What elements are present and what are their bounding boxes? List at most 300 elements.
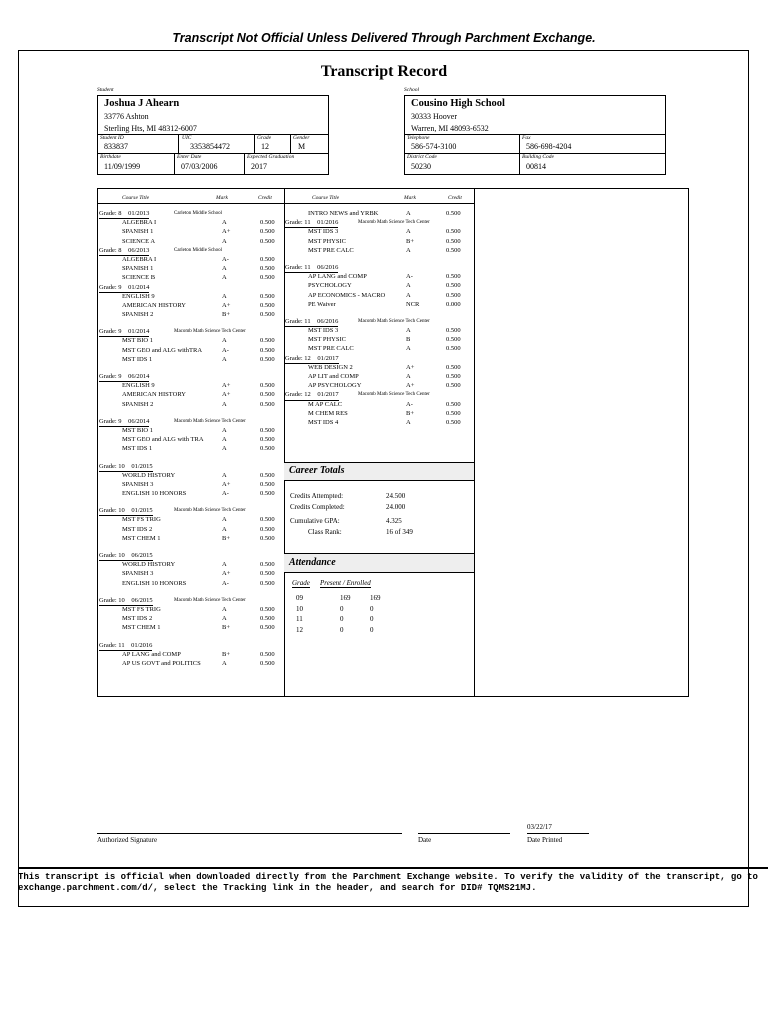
course-mark: B+: [222, 624, 231, 632]
term-grade: Grade: 9: [99, 283, 122, 291]
course-row: [98, 659, 284, 668]
credits-completed: 24.000: [386, 502, 406, 511]
course-credit: 0.500: [260, 255, 275, 263]
course-mark: A: [222, 516, 227, 524]
school-name: Cousino High School: [411, 98, 505, 109]
course-row: [284, 227, 474, 236]
course-credit: 0.500: [260, 382, 275, 390]
term-school: Macomb Math Science Tech Center: [174, 597, 246, 603]
course-row: [98, 426, 284, 435]
left-mark-header: Mark: [216, 195, 228, 201]
date-line: [418, 833, 510, 834]
attendance-enrolled: 0: [370, 615, 374, 623]
row-spacer: [98, 633, 284, 641]
left-course-column: [98, 209, 284, 668]
class-rank: 16 of 349: [386, 527, 413, 536]
student-box: [97, 95, 329, 175]
course-mark: A: [222, 274, 227, 282]
course-row: [98, 534, 284, 543]
course-title: WORLD HISTORY: [122, 471, 176, 479]
course-title: SPANISH 3: [122, 570, 154, 578]
course-credit: 0.500: [260, 228, 275, 236]
course-title: AP LANG and COMP: [308, 273, 367, 281]
course-row: [98, 381, 284, 390]
attendance-heading: Attendance: [289, 557, 336, 568]
course-title: AP LIT and COMP: [308, 373, 359, 380]
term-grade: Grade: 12: [285, 391, 311, 399]
term-date: 06/2016: [317, 317, 339, 325]
school-box: [404, 95, 666, 175]
course-title: SPANISH 1: [122, 228, 154, 236]
date-printed: 03/22/17: [527, 823, 552, 831]
course-title: MST PHYSIC: [308, 336, 346, 344]
course-title: AP US GOVT and POLITICS: [122, 659, 201, 667]
course-row: [284, 272, 474, 281]
course-credit: 0.500: [260, 480, 275, 488]
course-credit: 0.500: [260, 436, 275, 444]
row-spacer: [98, 454, 284, 462]
gpa: 4.325: [386, 517, 402, 525]
term-school: Macomb Math Science Tech Center: [358, 220, 430, 226]
grade-term-header: [98, 327, 284, 336]
course-credit: 0.500: [260, 292, 275, 300]
term-grade: Grade: 9: [99, 417, 122, 425]
course-credit: 0.500: [446, 382, 461, 390]
attendance-enrolled: 0: [370, 604, 374, 613]
course-mark: A: [406, 282, 411, 290]
course-credit: 0.500: [260, 516, 275, 524]
term-date: 01/2013: [128, 210, 150, 217]
course-mark: A+: [222, 480, 231, 488]
course-title: MST CHEM 1: [122, 534, 161, 542]
attendance-grade-header: Grade: [292, 579, 310, 587]
row-spacer: [98, 498, 284, 506]
course-row: [98, 310, 284, 319]
attendance-rows: [290, 594, 470, 636]
course-mark: A-: [222, 579, 229, 587]
course-mark: A: [222, 265, 227, 273]
grade-term-header: [98, 372, 284, 381]
date-label: Date: [418, 836, 432, 844]
course-mark: A: [222, 561, 227, 569]
course-title: ENGLISH 9: [122, 292, 155, 300]
course-credit: 0.500: [260, 426, 275, 434]
course-title: MST IDS 1: [122, 445, 153, 453]
course-row: [284, 344, 474, 353]
telephone: 586-574-3100: [411, 142, 457, 151]
course-row: [98, 444, 284, 453]
course-title: MST FS TRIG: [122, 516, 161, 524]
attendance-pe-header: Present / Enrolled: [320, 579, 371, 587]
term-grade: Grade: 8: [99, 246, 122, 254]
course-mark: A: [222, 436, 227, 444]
attendance-present: 169: [340, 594, 351, 602]
course-mark: B+: [222, 311, 231, 319]
course-mark: A: [222, 605, 227, 613]
date-printed-line: [527, 833, 589, 834]
course-title: MST FS TRIG: [122, 605, 161, 613]
course-row: [98, 614, 284, 623]
grade-term-header: [98, 506, 284, 515]
term-school: Carleton Middle School: [174, 211, 223, 216]
course-mark: NCR: [406, 300, 420, 308]
grade-term-header: [284, 263, 474, 272]
course-credit: 0.500: [260, 650, 275, 658]
official-banner: Transcript Not Official Unless Delivered Through Parchment Exchange.: [172, 31, 596, 45]
course-title: PE Waiver: [308, 300, 336, 308]
grade-term-header: [98, 283, 284, 292]
course-credit: 0.500: [260, 659, 275, 667]
course-row: [284, 372, 474, 381]
course-credit: 0.500: [260, 311, 275, 319]
attendance-enrolled: 169: [370, 594, 381, 602]
row-spacer: [284, 255, 474, 263]
term-grade: Grade: 11: [285, 263, 311, 271]
credits-completed-label: Credits Completed:: [290, 502, 345, 511]
term-school: Macomb Math Science Tech Center: [174, 508, 246, 514]
graduation-label: Expected Graduation: [247, 154, 295, 160]
student-id-label: Student ID: [100, 135, 124, 141]
building-code: 00814: [526, 162, 546, 171]
course-title: ENGLISH 10 HONORS: [122, 579, 187, 587]
course-mark: A-: [222, 490, 229, 498]
term-grade: Grade: 9: [99, 373, 122, 380]
course-mark: B+: [406, 409, 415, 417]
course-mark: A: [222, 426, 227, 434]
course-credit: 0.500: [260, 471, 275, 479]
course-row: [98, 400, 284, 409]
course-credit: 0.500: [446, 291, 461, 299]
course-mark: A: [222, 659, 227, 667]
attendance-present: 0: [340, 615, 344, 623]
course-credit: 0.500: [260, 265, 275, 273]
term-date: 01/2015: [131, 507, 153, 515]
grade-term-header: [98, 209, 284, 218]
course-credit: 0.500: [446, 418, 461, 426]
term-date: 06/2016: [317, 263, 339, 271]
course-title: MST IDS 2: [122, 525, 153, 533]
course-row: [284, 237, 474, 246]
school-section-label: School: [404, 87, 419, 93]
term-date: 01/2014: [128, 328, 150, 336]
course-title: AMERICAN HISTORY: [122, 301, 186, 309]
course-mark: A: [222, 337, 227, 345]
term-grade: Grade: 8: [99, 210, 122, 217]
grade-term-header: [98, 551, 284, 560]
course-mark: A-: [222, 346, 229, 354]
right-credit-header: Credit: [448, 195, 462, 201]
term-school: Macomb Math Science Tech Center: [358, 318, 430, 324]
attendance-row: [290, 615, 470, 626]
course-credit: 0.500: [260, 525, 275, 533]
school-address2: Warren, MI 48093-6532: [411, 124, 489, 133]
course-title: INTRO NEWS and YRBK: [308, 210, 379, 217]
term-date: 01/2015: [131, 462, 153, 470]
course-mark: A: [222, 615, 227, 623]
credits-attempted-label: Credits Attempted:: [290, 492, 344, 500]
career-totals: [290, 491, 470, 537]
course-credit: 0.500: [260, 400, 275, 408]
course-mark: A: [222, 525, 227, 533]
term-grade: Grade: 10: [99, 596, 125, 604]
course-row: [284, 400, 474, 409]
attendance-grade: 10: [296, 604, 303, 613]
student-name: Joshua J Ahearn: [104, 98, 180, 109]
grade-label: Grade: [257, 135, 272, 141]
course-mark: A: [406, 228, 411, 236]
course-row: [98, 264, 284, 273]
course-title: SPANISH 2: [122, 400, 154, 408]
course-credit: 0.500: [446, 373, 461, 380]
course-mark: A+: [406, 363, 415, 371]
attendance-row: [290, 594, 470, 605]
attendance-grade: 12: [296, 625, 303, 634]
course-credit: 0.500: [260, 490, 275, 498]
page-title: Transcript Record: [320, 63, 448, 80]
course-credit: 0.500: [446, 282, 461, 290]
course-mark: A+: [406, 382, 415, 390]
course-credit: 0.500: [260, 391, 275, 399]
term-grade: Grade: 11: [285, 317, 311, 325]
course-row: [98, 489, 284, 498]
course-credit: 0.500: [446, 210, 461, 217]
birthdate-label: Birthdate: [100, 154, 121, 160]
course-title: PSYCHOLOGY: [308, 282, 352, 290]
grade-term-header: [98, 596, 284, 605]
course-title: MST IDS 3: [308, 228, 339, 236]
course-row: [284, 381, 474, 390]
course-credit: 0.500: [446, 363, 461, 371]
term-school: Macomb Math Science Tech Center: [174, 329, 246, 335]
attendance-grade: 11: [296, 615, 303, 623]
course-credit: 0.500: [260, 274, 275, 282]
course-row: [98, 390, 284, 399]
course-row: [98, 301, 284, 310]
graduation: 2017: [251, 162, 267, 171]
course-row: [284, 300, 474, 309]
course-credit: 0.000: [446, 300, 461, 308]
term-date: 06/2015: [131, 596, 153, 604]
course-title: MST BIO 1: [122, 337, 153, 345]
course-row: [98, 560, 284, 569]
grade-term-header: [284, 354, 474, 363]
grade-term-header: [284, 317, 474, 326]
course-row: [98, 336, 284, 345]
course-row: [284, 335, 474, 344]
row-spacer: [98, 588, 284, 596]
enter-date-label: Enter Date: [177, 154, 202, 160]
course-row: [98, 273, 284, 282]
attendance-row: [290, 626, 470, 637]
term-date: 06/2014: [128, 373, 150, 380]
class-rank-label: Class Rank:: [308, 527, 342, 536]
term-date: 01/2017: [317, 391, 339, 399]
course-mark: A+: [222, 228, 231, 236]
row-spacer: [284, 309, 474, 317]
course-credit: 0.500: [446, 273, 461, 281]
student-address1: 33776 Ashton: [104, 112, 149, 121]
term-school: Carleton Middle School: [174, 247, 223, 253]
school-address1: 30333 Hoover: [411, 112, 457, 121]
term-date: 06/2013: [128, 246, 150, 254]
course-credit: 0.500: [260, 561, 275, 569]
row-spacer: [98, 409, 284, 417]
course-mark: A: [222, 219, 227, 227]
course-row: [98, 605, 284, 614]
course-row: [98, 435, 284, 444]
gpa-label: Cumulative GPA:: [290, 517, 340, 525]
course-row: [98, 569, 284, 578]
course-row: [98, 515, 284, 524]
course-mark: A: [406, 418, 411, 426]
building-code-label: Building Code: [522, 154, 554, 160]
fax: 586-698-4204: [526, 142, 572, 151]
course-row: [98, 623, 284, 632]
term-grade: Grade: 11: [285, 219, 311, 227]
course-mark: A: [222, 292, 227, 300]
course-title: AMERICAN HISTORY: [122, 391, 186, 399]
course-title: MST PRE CALC: [308, 345, 354, 353]
grade-term-header: [98, 462, 284, 471]
grade-term-header: [98, 641, 284, 650]
authorized-signature-label: Authorized Signature: [97, 836, 158, 844]
course-row: [98, 237, 284, 246]
course-row: [98, 480, 284, 489]
course-title: SPANISH 2: [122, 311, 154, 319]
term-grade: Grade: 10: [99, 552, 125, 559]
course-title: MST PRE CALC: [308, 246, 354, 254]
course-mark: A+: [222, 570, 231, 578]
term-date: 01/2017: [317, 354, 339, 362]
grade-term-header: [284, 390, 474, 399]
course-row: [284, 246, 474, 255]
term-date: 01/2016: [317, 219, 339, 227]
course-grid: [97, 188, 689, 697]
course-title: MST GEO and ALG withTRA: [122, 346, 203, 354]
course-title: AP PSYCHOLOGY: [308, 382, 362, 390]
course-credit: 0.500: [260, 237, 275, 245]
birthdate: 11/09/1999: [104, 162, 141, 171]
student-section-label: Student: [97, 87, 114, 93]
course-credit: 0.500: [260, 355, 275, 363]
uic-label: UIC: [182, 135, 192, 141]
course-mark: A: [406, 291, 411, 299]
term-grade: Grade: 10: [99, 507, 125, 515]
term-school: Macomb Math Science Tech Center: [358, 392, 430, 398]
left-credit-header: Credit: [258, 195, 272, 201]
course-credit: 0.500: [260, 534, 275, 542]
course-credit: 0.500: [446, 336, 461, 344]
course-row: [98, 579, 284, 588]
course-mark: A: [406, 345, 411, 353]
credits-attempted: 24.500: [386, 492, 406, 500]
term-grade: Grade: 10: [99, 462, 125, 470]
course-credit: 0.500: [260, 570, 275, 578]
row-spacer: [98, 543, 284, 551]
course-credit: 0.500: [446, 246, 461, 254]
course-credit: 0.500: [446, 409, 461, 417]
telephone-label: Telephone: [407, 135, 430, 141]
course-credit: 0.500: [260, 579, 275, 587]
term-school: Macomb Math Science Tech Center: [174, 418, 246, 424]
course-credit: 0.500: [260, 219, 275, 227]
career-totals-heading: Career Totals: [289, 465, 345, 476]
course-title: MST IDS 3: [308, 327, 339, 335]
course-title: SPANISH 3: [122, 480, 154, 488]
course-title: MST BIO 1: [122, 426, 153, 434]
term-grade: Grade: 11: [99, 641, 125, 649]
course-mark: A: [406, 327, 411, 335]
course-credit: 0.500: [260, 624, 275, 632]
career-totals-header: [284, 462, 474, 481]
course-title: ENGLISH 9: [122, 382, 155, 390]
enter-date: 07/03/2006: [181, 162, 218, 171]
course-mark: A: [222, 237, 227, 245]
course-mark: A+: [222, 382, 231, 390]
student-address2: Sterling Hts, MI 48312-6007: [104, 124, 197, 133]
course-mark: A: [222, 445, 227, 453]
course-row: [98, 525, 284, 534]
course-mark: B+: [222, 650, 231, 658]
course-title: MST PHYSIC: [308, 237, 346, 245]
uic: 3353854472: [190, 142, 230, 151]
course-title: AP LANG and COMP: [122, 650, 181, 658]
course-title: SCIENCE A: [122, 237, 156, 245]
gender-label: Gender: [293, 135, 310, 141]
course-title: ENGLISH 10 HONORS: [122, 490, 187, 498]
attendance-header: [284, 553, 474, 573]
student-id: 833837: [104, 142, 128, 151]
course-row: [98, 227, 284, 236]
course-credit: 0.500: [260, 605, 275, 613]
course-title: SCIENCE B: [122, 274, 156, 282]
left-course-header: Course Title: [122, 195, 150, 201]
course-mark: A: [222, 471, 227, 479]
course-title: M AP CALC: [308, 400, 343, 408]
course-mark: A: [222, 355, 227, 363]
gender: M: [298, 142, 306, 151]
course-title: AP ECONOMICS - MACRO: [308, 291, 386, 299]
attendance-enrolled: 0: [370, 625, 374, 634]
grade-term-header: [98, 417, 284, 426]
course-row: [284, 291, 474, 300]
course-mark: B+: [222, 534, 231, 542]
course-credit: 0.500: [446, 237, 461, 245]
course-row: [284, 363, 474, 372]
course-title: SPANISH 1: [122, 265, 154, 273]
course-row: [284, 418, 474, 427]
course-row: [98, 255, 284, 264]
course-row: [98, 292, 284, 301]
signature-line: [97, 833, 402, 834]
fax-label: Fax: [522, 135, 531, 141]
row-spacer: [98, 364, 284, 372]
grade-term-header: [284, 218, 474, 227]
course-row: [284, 326, 474, 335]
course-title: MST CHEM 1: [122, 624, 161, 632]
course-mark: A-: [406, 273, 413, 281]
term-date: 01/2016: [131, 641, 153, 649]
course-mark: A: [406, 210, 411, 217]
course-title: MST GEO and ALG with TRA: [122, 436, 204, 444]
right-course-header: Course Title: [312, 195, 340, 201]
course-mark: A: [222, 400, 227, 408]
course-credit: 0.500: [260, 615, 275, 623]
course-row: [284, 281, 474, 290]
course-credit: 0.500: [446, 345, 461, 353]
course-credit: 0.500: [446, 327, 461, 335]
course-credit: 0.500: [446, 400, 461, 408]
